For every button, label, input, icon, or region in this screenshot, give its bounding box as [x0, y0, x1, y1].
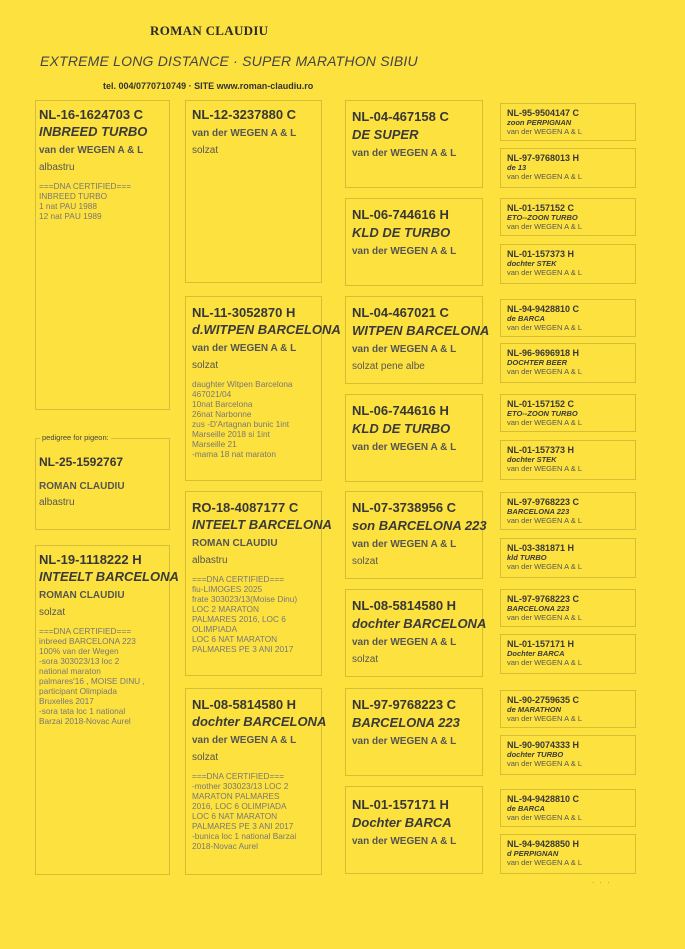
sire-color: albastru	[39, 162, 75, 173]
gen4-breeder: van der WEGEN A & L	[507, 222, 583, 231]
gen4-name: d PERPIGNAN	[507, 849, 559, 858]
gen3-card	[345, 786, 483, 874]
gen4-name: de 13	[507, 163, 527, 172]
gen3-ring: NL-97-9768223 C	[352, 697, 457, 712]
gen4-ring: NL-96-9696918 H	[507, 348, 580, 358]
gen4-breeder: van der WEGEN A & L	[507, 172, 583, 181]
gen3-breeder: van der WEGEN A & L	[352, 344, 457, 355]
gen4-name: dochter TURBO	[507, 750, 564, 759]
gen2-name: dochter BARCELONA	[192, 714, 327, 729]
gen3-ring: NL-07-3738956 C	[352, 500, 457, 515]
subject-color: albastru	[39, 497, 75, 508]
gen4-breeder: van der WEGEN A & L	[507, 367, 583, 376]
gen4-ring: NL-01-157152 C	[507, 399, 575, 409]
dam-ring: NL-19-1118222 H	[39, 552, 142, 567]
gen4-card	[500, 148, 636, 188]
gen4-name: zoon PERPIGNAN	[507, 118, 572, 127]
gen4-breeder: van der WEGEN A & L	[507, 268, 583, 277]
gen4-card	[500, 789, 636, 827]
gen3-breeder: van der WEGEN A & L	[352, 442, 457, 453]
gen4-ring: NL-01-157152 C	[507, 203, 575, 213]
gen4-breeder: van der WEGEN A & L	[507, 464, 583, 473]
gen4-card	[500, 690, 636, 728]
gen2-breeder: van der WEGEN A & L	[192, 128, 297, 139]
gen4-name: dochter STEK	[507, 455, 557, 464]
gen2-breeder: van der WEGEN A & L	[192, 343, 297, 354]
gen2-color: albastru	[192, 555, 228, 566]
gen3-name: KLD DE TURBO	[352, 421, 451, 436]
gen3-name: Dochter BARCA	[352, 815, 452, 830]
gen3-card	[345, 100, 483, 188]
gen4-card	[500, 299, 636, 337]
gen4-breeder: van der WEGEN A & L	[507, 658, 583, 667]
gen2-breeder: ROMAN CLAUDIU	[192, 538, 278, 549]
gen4-name: de BARCA	[507, 314, 545, 323]
gen2-color: solzat	[192, 360, 219, 371]
gen3-name: WITPEN BARCELONA	[352, 323, 490, 338]
gen4-card	[500, 834, 636, 874]
gen4-ring: NL-03-381871 H	[507, 543, 575, 553]
gen4-card	[500, 198, 636, 236]
dam-color: solzat	[39, 607, 66, 618]
gen2-notes: ===DNA CERTIFIED=== -mother 303023/13 LOC 2 MARATON PALMARES 2016, LOC 6 OLIMPIADA LOC 6 NAT MARATON PALMARES PE 3 ANI 2017 -bunica loc 1 national Barzai 2018-Novac Aurel	[192, 771, 297, 851]
gen3-ring: NL-01-157171 H	[352, 797, 449, 812]
footer-mark: · · ·	[592, 880, 612, 886]
gen4-card	[500, 634, 636, 674]
gen4-breeder: van der WEGEN A & L	[507, 516, 583, 525]
gen3-ring: NL-08-5814580 H	[352, 598, 457, 613]
gen4-name: de BARCA	[507, 804, 545, 813]
gen2-color: solzat	[192, 752, 219, 763]
gen2-ring: NL-12-3237880 C	[192, 107, 297, 122]
owner-title: ROMAN CLAUDIU	[150, 23, 269, 38]
gen3-breeder: van der WEGEN A & L	[352, 148, 457, 159]
gen2-notes: daughter Witpen Barcelona 467021/04 10nat Barcelona 26nat Narbonne zus -D'Artagnan bunic 1int Marseille 2018 si 1int Marseille 21 -mama 18 nat maraton	[192, 379, 293, 459]
gen3-name: DE SUPER	[352, 127, 419, 142]
gen4-breeder: van der WEGEN A & L	[507, 759, 583, 768]
sire-card	[35, 100, 170, 410]
gen4-ring: NL-97-9768223 C	[507, 497, 580, 507]
gen3-card	[345, 589, 487, 677]
gen4-name: ETO--ZOON TURBO	[507, 409, 578, 418]
gen4-card	[500, 244, 636, 284]
gen2-ring: NL-08-5814580 H	[192, 697, 297, 712]
gen3-ring: NL-04-467158 C	[352, 109, 449, 124]
dam-breeder: ROMAN CLAUDIU	[39, 590, 125, 601]
gen3-breeder: van der WEGEN A & L	[352, 836, 457, 847]
gen4-breeder: van der WEGEN A & L	[507, 418, 583, 427]
gen4-name: BARCELONA 223	[507, 604, 570, 613]
subject-breeder: ROMAN CLAUDIU	[39, 481, 125, 492]
gen4-breeder: van der WEGEN A & L	[507, 127, 583, 136]
subject-ring: NL-25-1592767	[39, 455, 124, 469]
gen4-ring: NL-97-9768013 H	[507, 153, 580, 163]
contact-line: tel. 004/0770710749 · SITE www.roman-claudiu.ro	[103, 81, 314, 91]
gen3-color: solzat	[352, 654, 379, 665]
gen2-name: d.WITPEN BARCELONA	[192, 322, 341, 337]
gen3-breeder: van der WEGEN A & L	[352, 246, 457, 257]
gen2-breeder: van der WEGEN A & L	[192, 735, 297, 746]
gen4-ring: NL-94-9428850 H	[507, 839, 580, 849]
gen4-name: kld TURBO	[507, 553, 547, 562]
gen4-card	[500, 492, 636, 530]
gen3-ring: NL-06-744616 H	[352, 403, 449, 418]
gen3-breeder: van der WEGEN A & L	[352, 539, 457, 550]
gen4-breeder: van der WEGEN A & L	[507, 813, 583, 822]
gen3-card	[345, 296, 490, 384]
gen4-ring: NL-90-9074333 H	[507, 740, 580, 750]
gen4-ring: NL-90-2759635 C	[507, 695, 580, 705]
subtitle: EXTREME LONG DISTANCE · SUPER MARATHON SIBIU	[40, 53, 418, 69]
gen4-card	[500, 735, 636, 775]
gen3-card	[345, 688, 483, 776]
gen4-name: DOCHTER BEER	[507, 358, 568, 367]
gen4-name: de MARATHON	[507, 705, 562, 714]
gen3-name: KLD DE TURBO	[352, 225, 451, 240]
gen4-ring: NL-01-157373 H	[507, 249, 575, 259]
sire-name: INBREED TURBO	[39, 124, 148, 139]
gen3-card	[345, 491, 487, 579]
gen4-name: BARCELONA 223	[507, 507, 570, 516]
gen3-card	[345, 198, 483, 286]
gen3-ring: NL-04-467021 C	[352, 305, 449, 320]
gen4-breeder: van der WEGEN A & L	[507, 714, 583, 723]
sire-notes: ===DNA CERTIFIED=== INBREED TURBO 1 nat PAU 1988 12 nat PAU 1989	[39, 181, 132, 221]
gen3-card	[345, 394, 483, 482]
gen3-name: BARCELONA 223	[352, 715, 460, 730]
gen2-card	[185, 100, 322, 283]
gen4-card	[500, 440, 636, 480]
subject-card	[35, 438, 170, 530]
gen4-name: Dochter BARCA	[507, 649, 565, 658]
gen3-breeder: van der WEGEN A & L	[352, 736, 457, 747]
gen4-ring: NL-01-157373 H	[507, 445, 575, 455]
gen3-color: solzat pene albe	[352, 361, 425, 372]
gen4-card	[500, 394, 636, 432]
gen4-name: ETO--ZOON TURBO	[507, 213, 578, 222]
sire-ring: NL-16-1624703 C	[39, 107, 144, 122]
gen2-ring: NL-11-3052870 H	[192, 305, 296, 320]
gen2-card	[185, 688, 327, 875]
gen4-ring: NL-94-9428810 C	[507, 794, 580, 804]
dam-notes: ===DNA CERTIFIED=== inbreed BARCELONA 223 100% van der Wegen -sora 303023/13 loc 2 national maraton palmares'16 , MOISE DINU , participant Olimpiada Bruxelles 2017 -sora tata loc 1 national Barzai 2018-Novac Aurel	[39, 626, 145, 726]
gen2-card	[185, 296, 341, 481]
gen2-card	[185, 491, 332, 676]
gen4-breeder: van der WEGEN A & L	[507, 562, 583, 571]
gen2-color: solzat	[192, 145, 219, 156]
gen2-ring: RO-18-4087177 C	[192, 500, 299, 515]
gen4-breeder: van der WEGEN A & L	[507, 323, 583, 332]
gen3-name: dochter BARCELONA	[352, 616, 487, 631]
gen4-name: dochter STEK	[507, 259, 557, 268]
gen4-breeder: van der WEGEN A & L	[507, 613, 583, 622]
gen2-name: INTEELT BARCELONA	[192, 517, 332, 532]
gen3-color: solzat	[352, 556, 379, 567]
sire-breeder: van der WEGEN A & L	[39, 145, 144, 156]
gen4-card	[500, 103, 636, 141]
gen4-card	[500, 343, 636, 383]
gen2-notes: ===DNA CERTIFIED=== fiu-LIMOGES 2025 frate 303023/13(Moise Dinu) LOC 2 MARATON PALMARES 2016, LOC 6 OLIMPIADA LOC 6 NAT MARATON PALMARES PE 3 ANI 2017	[192, 574, 298, 654]
pedigree-label: pedigree for pigeon:	[42, 433, 109, 442]
gen3-name: son BARCELONA 223	[352, 518, 487, 533]
gen4-breeder: van der WEGEN A & L	[507, 858, 583, 867]
gen3-ring: NL-06-744616 H	[352, 207, 449, 222]
gen4-ring: NL-01-157171 H	[507, 639, 575, 649]
gen4-ring: NL-94-9428810 C	[507, 304, 580, 314]
gen4-card	[500, 589, 636, 627]
dam-name: INTEELT BARCELONA	[39, 569, 179, 584]
gen4-card	[500, 538, 636, 578]
gen4-ring: NL-95-9504147 C	[507, 108, 580, 118]
gen3-breeder: van der WEGEN A & L	[352, 637, 457, 648]
dam-card	[35, 545, 179, 875]
gen4-ring: NL-97-9768223 C	[507, 594, 580, 604]
